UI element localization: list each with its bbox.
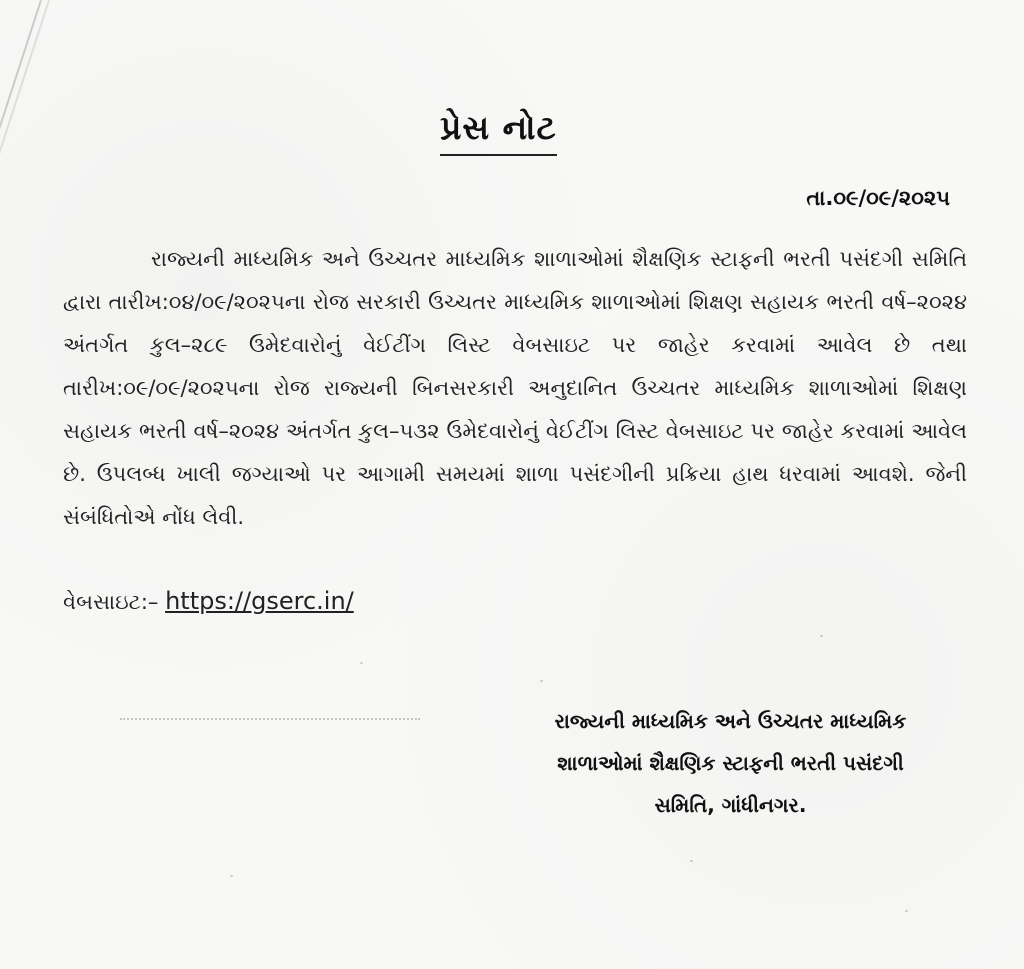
scan-noise — [690, 860, 693, 862]
scan-noise — [540, 680, 543, 682]
website-line — [63, 587, 354, 615]
signature-line: રાજ્યની માધ્યમિક અને ઉચ્ચતર માધ્યમિક — [554, 709, 907, 733]
document-date: તા.૦૯/૦૯/૨૦૨૫ — [806, 186, 950, 210]
website-label: વેબસાઇટ:– — [63, 590, 166, 614]
press-note-body: રાજ્યની માધ્યમિક અને ઉચ્ચતર માધ્યમિક શાળાઓમાં શૈક્ષણિક સ્ટાફની ભરતી પસંદગી સમિતિ દ્વારા તારીખ:૦૪/૦૯/૨૦૨૫ના રોજ સરકારી ઉચ્ચતર માધ્યમિક શાળાઓમાં શિક્ષણ સહાયક ભરતી વર્ષ–૨૦૨૪ અંતર્ગત કુલ–૨૮૯ ઉમેદવારોનું વેઈટીંગ લિસ્ટ વેબસાઇટ પર જાહેર કરવામાં આવેલ છે તથા તારીખ:૦૯/૦૯/૨૦૨૫ના રોજ રાજ્યની બિનસરકારી અનુદાનિત ઉચ્ચતર માધ્યમિક શાળાઓમાં શિક્ષણ સહાયક ભરતી વર્ષ–૨૦૨૪ અંતર્ગત કુલ–૫૩૨ ઉમેદવારોનું વેઈટીંગ લિસ્ટ વેબસાઇટ પર જાહેર કરવામાં આવેલ છે. ઉપલબ્ધ ખાલી જગ્યાઓ પર આગામી સમયમાં શાળા પસંદગીની પ્રક્રિયા હાથ ધરવામાં આવશે. જેની સંબંધિતોએ નોંધ લેવી. — [63, 247, 967, 529]
signature-line: શાળાઓમાં શૈક્ષણિક સ્ટાફની ભરતી પસંદગી — [557, 751, 904, 775]
signature-block — [498, 700, 963, 826]
scan-artifact-line — [0, 0, 50, 229]
page-title: પ્રેસ નોટ — [440, 108, 557, 156]
scan-noise — [820, 635, 823, 637]
scan-noise — [360, 662, 363, 664]
scan-noise — [230, 875, 233, 877]
scan-artifact-dots — [120, 718, 420, 720]
signature-line: સમિતિ, ગાંધીનગર. — [654, 793, 807, 817]
website-link[interactable]: https://gserc.in/ — [165, 587, 354, 615]
scan-noise — [905, 910, 908, 912]
